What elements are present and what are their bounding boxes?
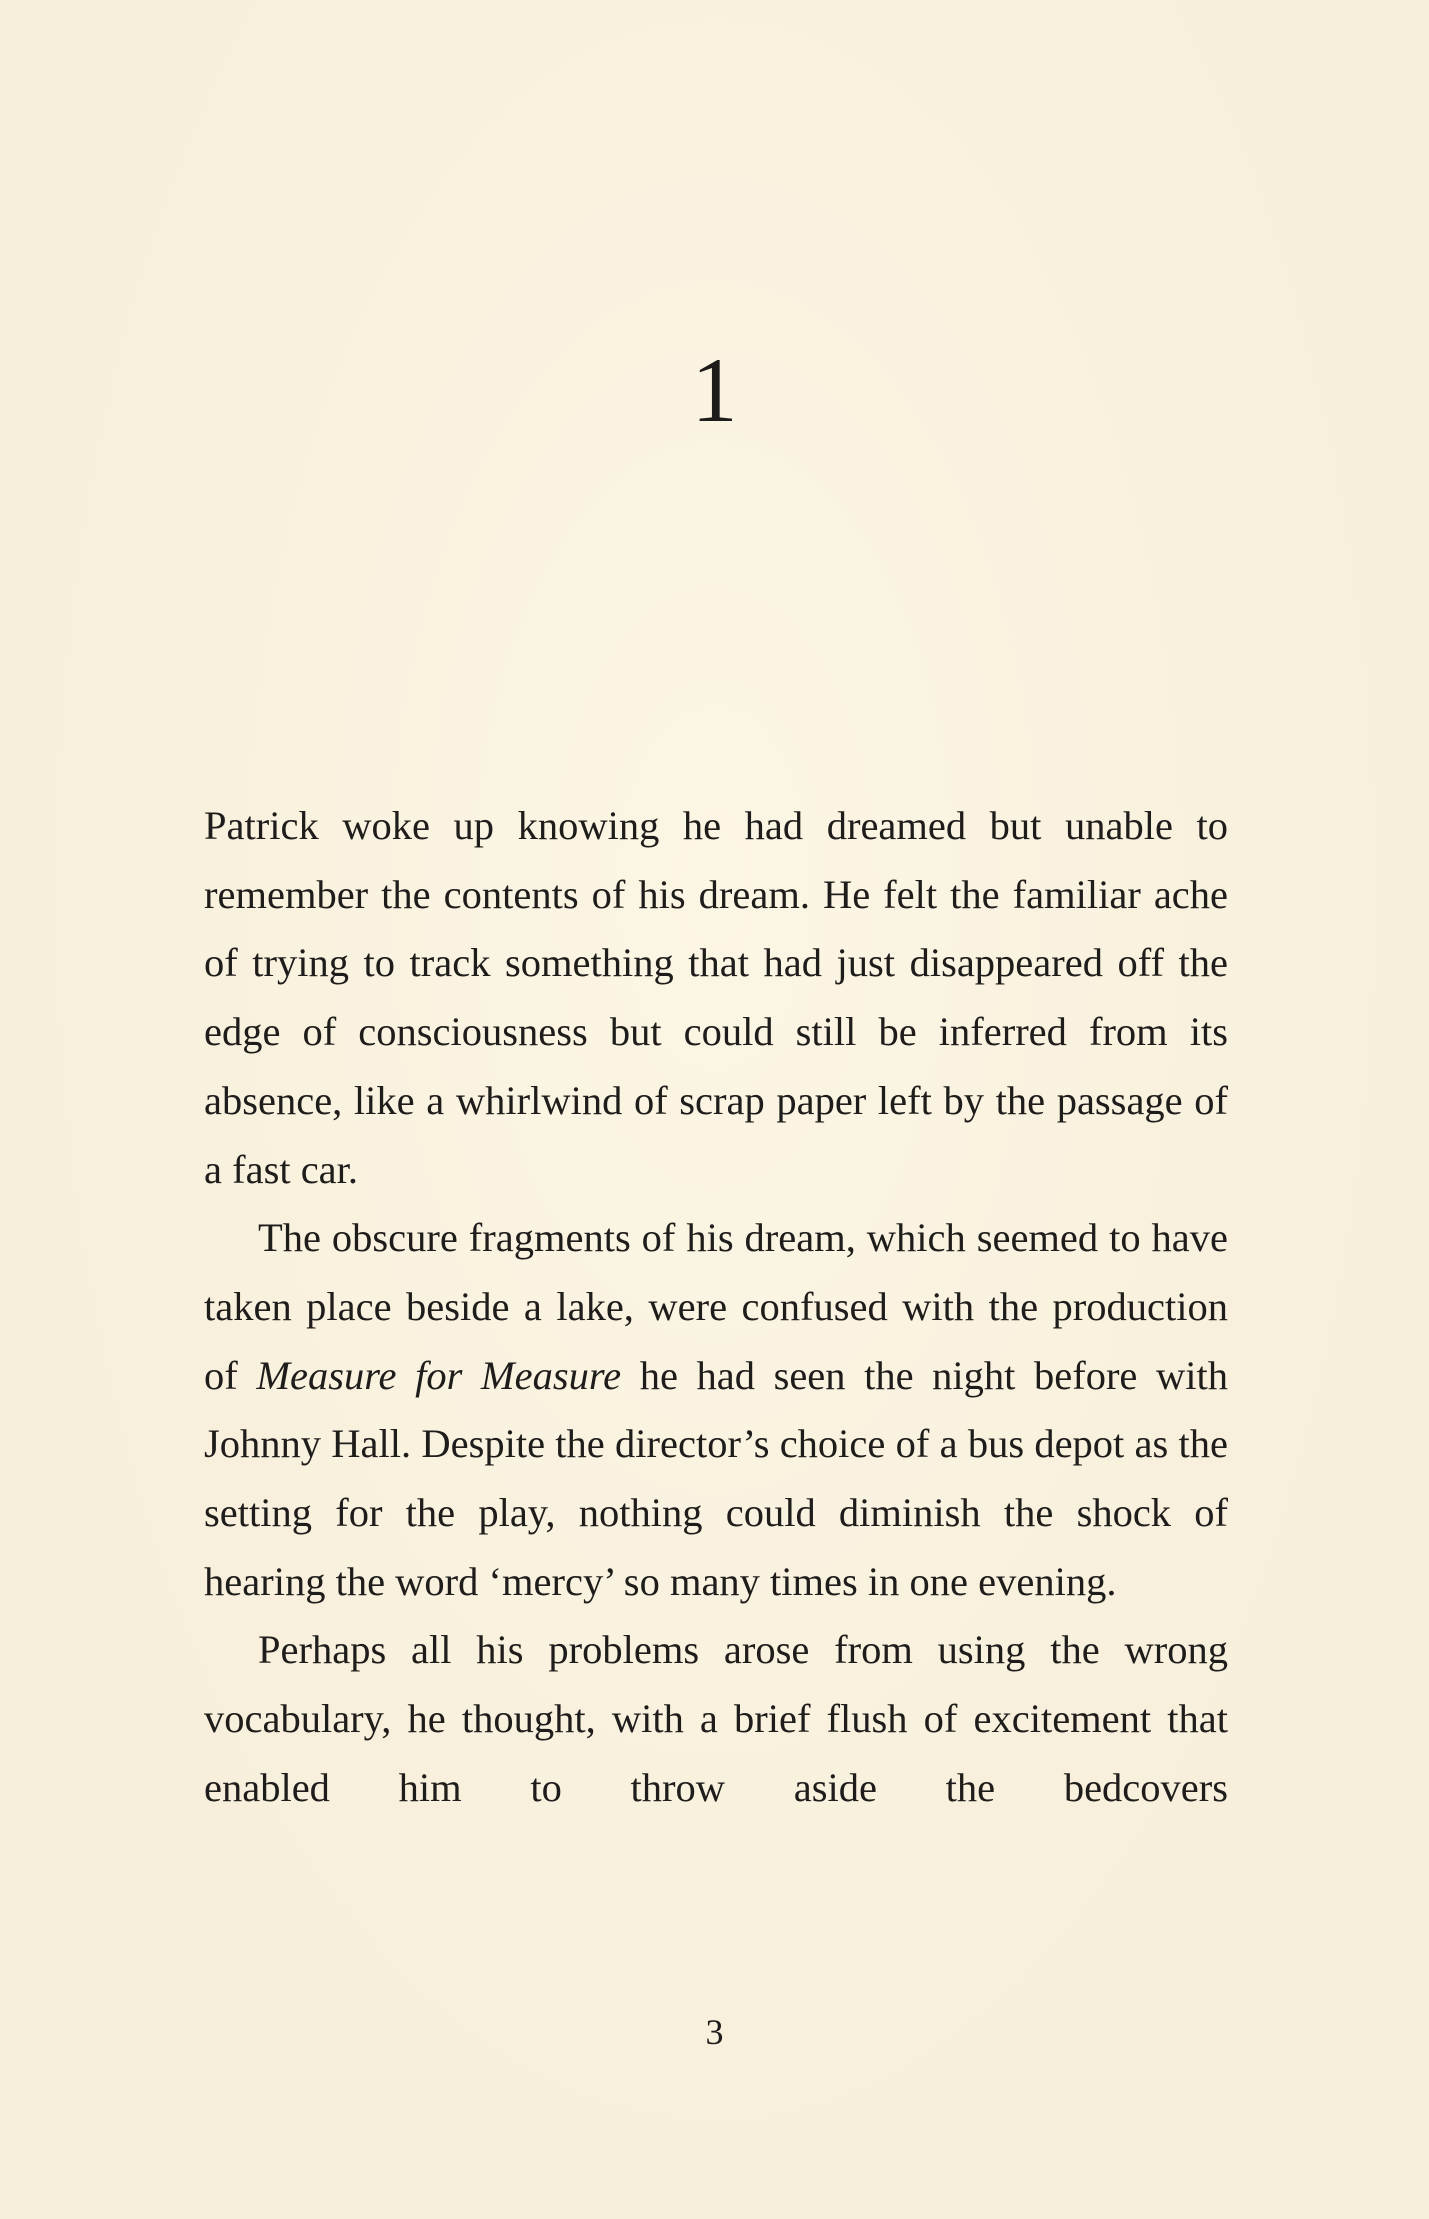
chapter-number: 1 (691, 339, 738, 441)
paragraph-1: Patrick woke up knowing he had dreamed but unable to remember the contents of his dream. He felt the familiar ache of trying to track something that had just disappeared off the edge of consciousness but could still be inferred from its absence, like a whirlwind of scrap paper left by the passage of a fast car. (204, 803, 1228, 1192)
paragraph-2 (204, 1204, 1228, 1616)
paragraph-2-after: he had seen the night before with Johnny Hall. Despite the director’s choice of a bus depot as the setting for the play, nothing could diminish the shock of hearing the word ‘mercy’ so many times in one evening. (204, 1352, 1228, 1604)
paragraph-3: Perhaps all his problems arose from using the wrong vocabulary, he thought, with a brief flush of excitement that enabled him to throw aside the bedcovers (204, 1627, 1228, 1810)
page-number: 3 (705, 2012, 724, 2052)
paragraph-2-before: The obscure fragments of his dream, which seemed to have taken place beside a lake, were confused with the production of (204, 1215, 1228, 1398)
play-title: Measure for Measure (256, 1352, 622, 1398)
body-text (204, 792, 1228, 1823)
